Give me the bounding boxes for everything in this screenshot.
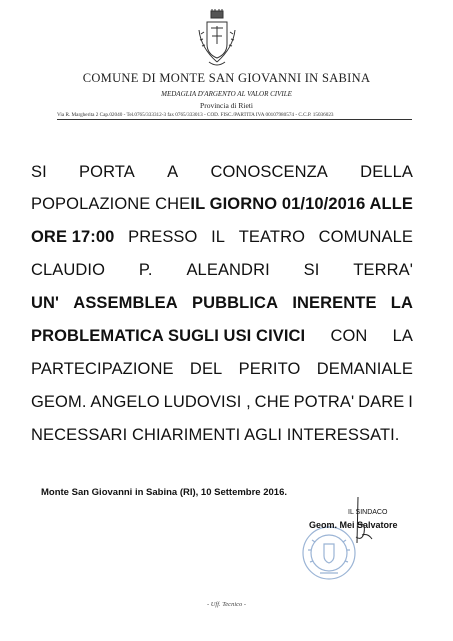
notice-line-3-wrap <box>31 228 413 247</box>
notice-line-4: CLAUDIO P. ALEANDRI SI TERRA' <box>31 261 413 279</box>
notice-line-5-wrap <box>31 294 413 313</box>
medal-caption: MEDAGLIA D'ARGENTO AL VALOR CIVILE <box>161 90 292 98</box>
signatory-role: IL SINDACO <box>348 509 388 516</box>
municipal-crest <box>195 8 239 72</box>
notice-line-2-wrap <box>31 195 413 214</box>
notice-line-6-wrap <box>31 327 413 346</box>
place-date: Monte San Giovanni in Sabina (RI), 10 Settembre 2016. <box>41 487 288 498</box>
notice-line-8: GEOM. ANGELO LUDOVISI , CHE POTRA' DARE I <box>31 393 413 411</box>
notice-line-6: PROBLEMATICA SUGLI USI CIVICI CON LA <box>31 327 413 345</box>
notice-line-9-wrap <box>31 426 413 445</box>
office-footer: - Uff. Tecnico - <box>206 601 247 608</box>
notice-line-1: SI PORTA A CONOSCENZA DELLA <box>31 163 413 181</box>
signatory-name: Geom. Mei Salvatore <box>309 520 398 530</box>
notice-line-5: UN' ASSEMBLEA PUBBLICA INERENTE LA <box>31 294 413 312</box>
notice-line-2: POPOLAZIONE CHE IL GIORNO 01/10/2016 ALLE <box>31 195 413 213</box>
notice-line-8-wrap <box>31 393 413 412</box>
notice-line-4-wrap <box>31 261 413 280</box>
notice-line-7: PARTECIPAZIONE DEL PERITO DEMANIALE <box>31 360 413 378</box>
notice-body <box>31 163 413 182</box>
notice-line-3: ORE 17:00 PRESSO IL TEATRO COMUNALE <box>31 228 413 246</box>
municipality-name: COMUNE DI MONTE SAN GIOVANNI IN SABINA <box>82 71 371 85</box>
notice-line-9: NECESSARI CHIARIMENTI AGLI INTERESSATI. <box>31 426 400 444</box>
province-name: Provincia di Rieti <box>200 101 253 110</box>
address-line: Via R. Margherita 2 Cap.02040 - Tel.0765/333312-3 fax 0765/333013 - COD. FISC./PARTITA IVA 00107980574 - C.C.P. 15036023 <box>57 112 412 120</box>
notice-line-7-wrap <box>31 360 413 379</box>
